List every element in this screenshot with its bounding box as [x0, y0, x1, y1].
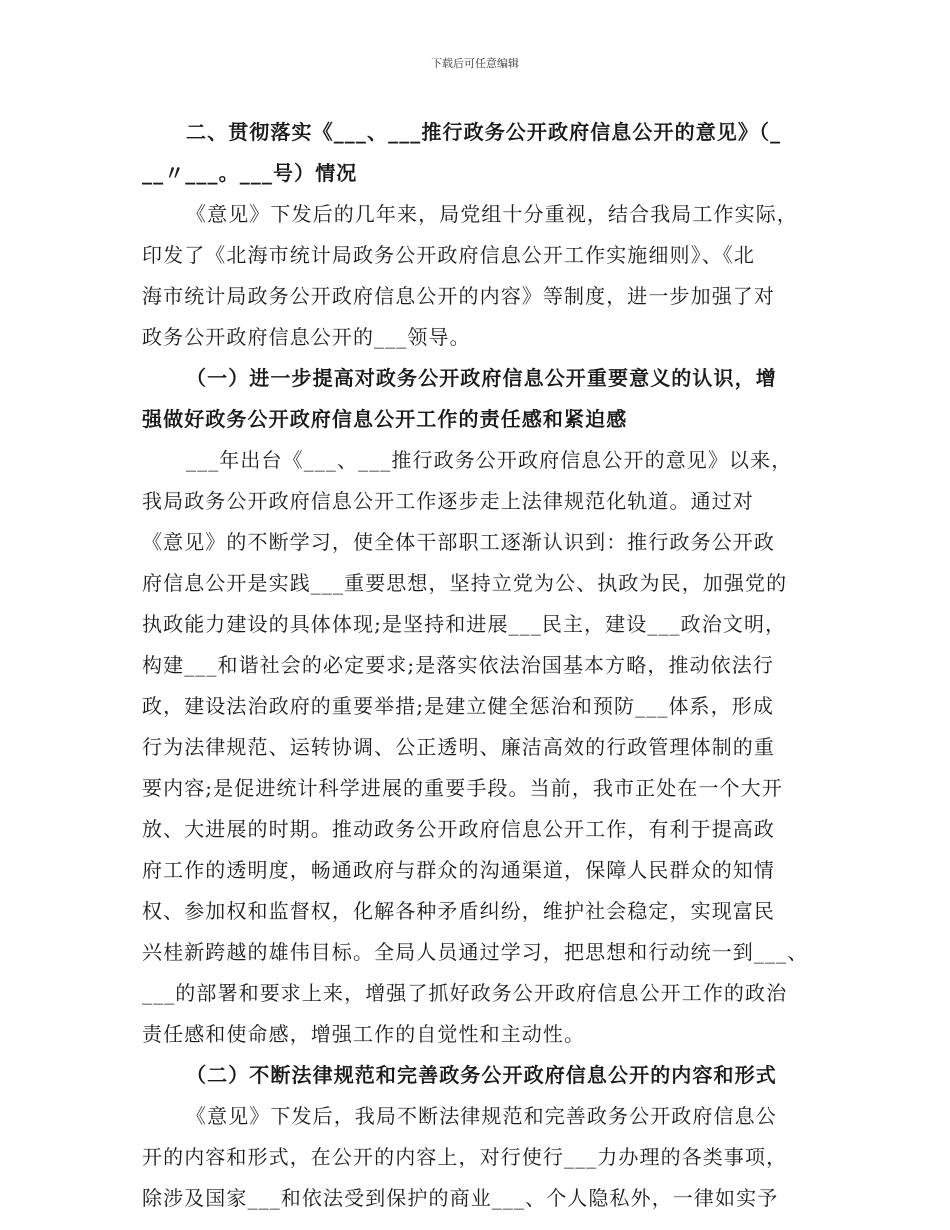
- text-line: 放、大进展的时期。推动政务公开政府信息公开工作，有利于提高政: [142, 817, 775, 841]
- text-line: 《意见》的不断学习，使全体干部职工逐渐认识到：推行政务公开政: [142, 530, 775, 554]
- heading-line: （一）进一步提高对政务公开政府信息公开重要意义的认识，增: [186, 366, 777, 390]
- heading-line: 强做好政务公开政府信息公开工作的责任感和紧迫感: [142, 407, 628, 431]
- text-line: 执政能力建设的具体体现;是坚持和进展___民主，建设___政治文明，: [142, 612, 787, 636]
- text-line: 要内容;是促进统计科学进展的重要手段。当前，我市正处在一个大开: [142, 776, 783, 800]
- text-line: 权、参加权和监督权，化解各种矛盾纠纷，维护社会稳定，实现富民: [142, 899, 775, 923]
- text-line: 除涉及国家___和依法受到保护的商业___、个人隐私外，一律如实予: [142, 1186, 779, 1210]
- section-heading: [142, 112, 818, 194]
- body-paragraph: [142, 440, 818, 1055]
- text-line: 我局政务公开政府信息公开工作逐步走上法律规范化轨道。通过对: [142, 489, 754, 513]
- document-body: [142, 112, 818, 1219]
- body-paragraph: [142, 194, 818, 358]
- text-line: 印发了《北海市统计局政务公开政府信息公开工作实施细则》、《北: [142, 243, 755, 267]
- text-line: 政务公开政府信息公开的___领导。: [142, 325, 471, 349]
- text-line: 政，建设法治政府的重要举措;是建立健全惩治和预防___体系，形成: [142, 694, 774, 718]
- text-line: 海市统计局政务公开政府信息公开的内容》等制度，进一步加强了对: [142, 284, 775, 308]
- text-line: 构建___和谐社会的必定要求;是落实依法治国基本方略，推动依法行: [142, 653, 774, 677]
- text-line: 行为法律规范、运转协调、公正透明、廉洁高效的行政管理体制的重: [142, 735, 775, 759]
- text-line: 《意见》下发后的几年来，局党组十分重视，结合我局工作实际，: [186, 202, 798, 226]
- text-line: 开的内容和形式，在公开的内容上，对行使行___力办理的各类事项，: [142, 1145, 788, 1169]
- text-line: 府信息公开是实践___重要思想，坚持立党为公、执政为民，加强党的: [142, 571, 788, 595]
- heading-line: （二）不断法律规范和完善政务公开政府信息公开的内容和形式: [186, 1063, 777, 1087]
- body-paragraph: [142, 1096, 818, 1219]
- text-line: 《意见》下发后，我局不断法律规范和完善政务公开政府信息公: [186, 1104, 777, 1128]
- text-line: ___年出台《___、___推行政务公开政府信息公开的意见》以来，: [186, 448, 793, 472]
- subsection-heading-1: [142, 358, 818, 440]
- text-line: 兴桂新跨越的雄伟目标。全局人员通过学习，把思想和行动统一到___、: [142, 940, 809, 964]
- subsection-heading-2: [142, 1055, 818, 1096]
- heading-line: 二、贯彻落实《___、___推行政务公开政府信息公开的意见》（_: [186, 120, 782, 144]
- heading-line: __〃___。___号）情况: [142, 161, 358, 185]
- text-line: 责任感和使命感，增强工作的自觉性和主动性。: [142, 1022, 586, 1046]
- text-line: ___的部署和要求上来，增强了抓好政务公开政府信息公开工作的政治: [142, 981, 788, 1005]
- header-note: 下载后可任意编辑: [431, 57, 519, 70]
- text-line: 府工作的透明度，畅通政府与群众的沟通渠道，保障人民群众的知情: [142, 858, 775, 882]
